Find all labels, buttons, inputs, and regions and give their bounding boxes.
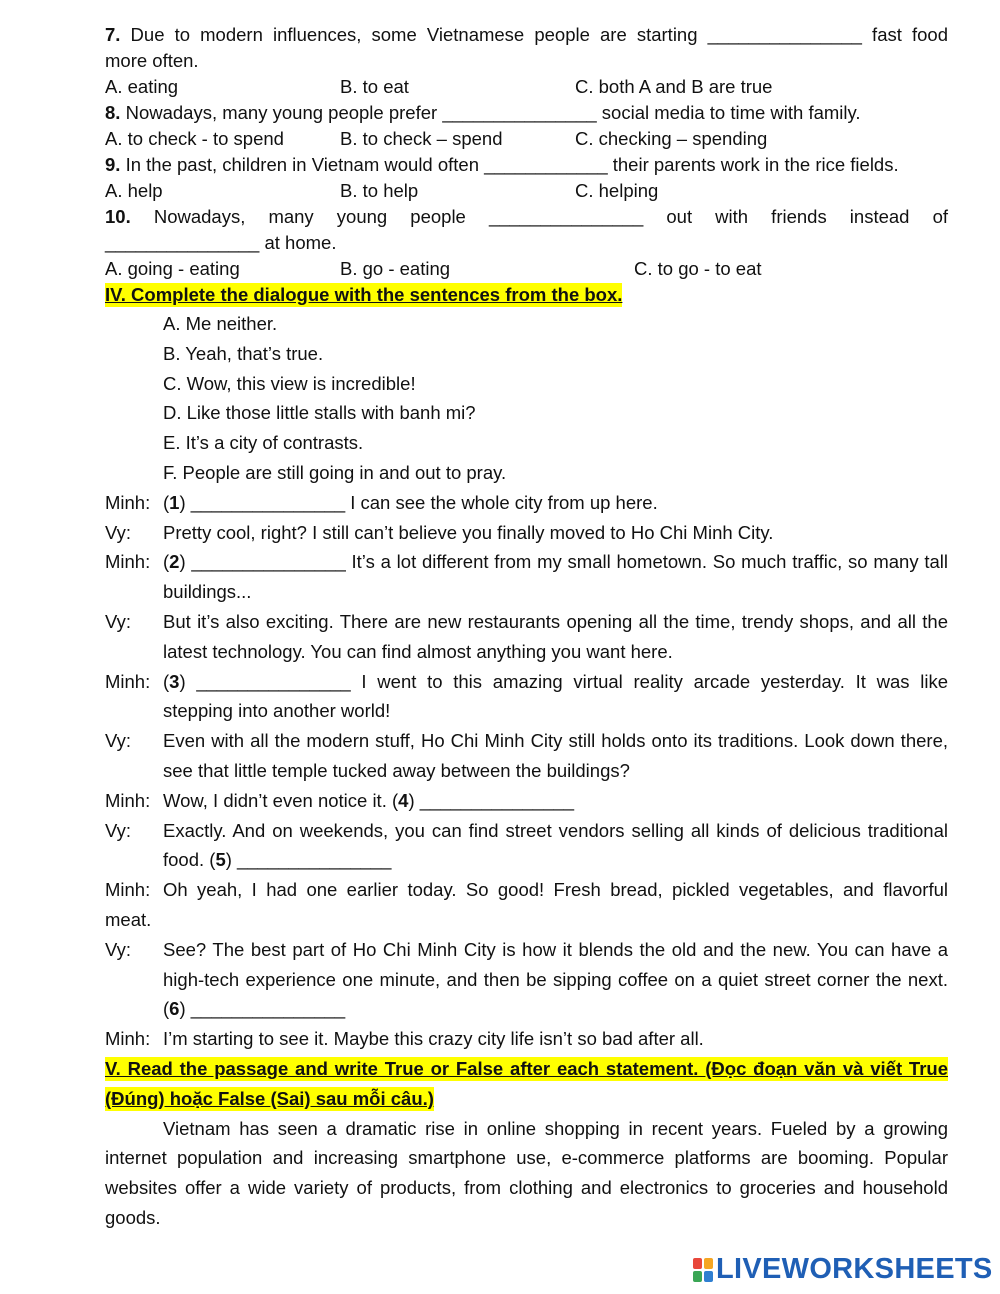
speaker: Minh: (105, 879, 151, 901)
dialogue-line-wrapped (105, 875, 948, 905)
section-5-heading-continued: (Đúng) hoặc False (Sai) sau mỗi câu.) (105, 1087, 434, 1109)
utterance: (2) _______________ It’s a lot different from my small hometown. So much traffic, so many tall buildings... (163, 551, 948, 603)
option-a[interactable]: A. to check - to spend (105, 128, 284, 149)
dialogue (105, 488, 948, 1054)
reading-passage: Vietnam has seen a dramatic rise in online shopping in recent years. Fueled by a growing internet population and increasing smartphone use, e-commerce platforms are booming. Popular websites offer a wide variety of products, from clothing and electronics to groceries and household goods. (105, 1117, 948, 1228)
option-a[interactable]: A. help (105, 180, 163, 201)
question-text: In the past, children in Vietnam would often ____________ their parents work in the rice fields. (125, 154, 899, 175)
utterance: Even with all the modern stuff, Ho Chi Minh City still holds onto its traditions. Look down there, see that little temple tucked away between the buildings? (163, 730, 948, 781)
box-item-c: C. Wow, this view is incredible! (163, 372, 416, 394)
dialogue-line (105, 786, 948, 816)
box-item-a: A. Me neither. (163, 313, 278, 334)
option-c[interactable]: C. helping (575, 180, 659, 201)
option-b[interactable]: B. to check – spend (340, 128, 503, 149)
answer-blank[interactable]: ) _______________ (225, 849, 392, 871)
section-5-heading: V. Read the passage and write True or False after each statement. (Đọc đoạn văn và viết True (105, 1057, 948, 1079)
speaker: Minh: (105, 789, 151, 811)
option-c[interactable]: C. both A and B are true (575, 76, 773, 97)
utterance: I’m starting to see it. Maybe this crazy city life isn’t so bad after all. (163, 1028, 704, 1050)
speaker: Vy: (105, 819, 132, 841)
dialogue-line (105, 518, 948, 548)
answer-blank[interactable]: ) _______________ (179, 998, 346, 1020)
question-7-options (105, 74, 948, 100)
option-a[interactable]: A. going - eating (105, 258, 240, 279)
question-7 (105, 22, 948, 48)
section-5-heading-block (105, 1054, 948, 1114)
box-item-e: E. It’s a city of contrasts. (163, 432, 364, 454)
logo-mark-icon (693, 1258, 713, 1282)
blank-number: 2 (169, 551, 180, 573)
speaker: Vy: (105, 730, 132, 752)
utterance: Exactly. And on weekends, you can find street vendors selling all kinds of delicious traditional food. (5) _______________ (163, 819, 948, 871)
answer-blank[interactable]: ) _______________ I went to this amazing virtual reality arcade yesterday. It was like stepping into another world! (163, 670, 948, 722)
dialogue-line (105, 1024, 948, 1054)
question-10-options (105, 256, 948, 282)
question-number: 7. (105, 24, 121, 45)
speaker: Vy: (105, 610, 132, 632)
speaker: Vy: (105, 521, 132, 543)
utterance: Wow, I didn’t even notice it. (4) _______________ (163, 789, 575, 811)
question-7-continued: more often. (105, 50, 199, 71)
box-item-d: D. Like those little stalls with banh mi? (163, 402, 476, 424)
option-c[interactable]: C. checking – spending (575, 128, 768, 149)
dialogue-line (105, 816, 948, 876)
dialogue-line-continued: meat. (105, 908, 152, 930)
sentence-box (105, 309, 948, 488)
dialogue-line (105, 488, 948, 518)
blank-number: 6 (169, 998, 180, 1020)
question-text: Due to modern influences, some Vietnamese people are starting _______________ fast food (130, 24, 948, 45)
section-5-heading-line (105, 1054, 948, 1084)
speaker: Minh: (105, 491, 151, 513)
dialogue-line (105, 607, 948, 667)
section-4-heading: IV. Complete the dialogue with the sentences from the box. (105, 284, 623, 305)
section-4-heading-row (105, 282, 948, 308)
question-text: Nowadays, many young people _______________ out with friends instead of (153, 206, 948, 227)
answer-blank[interactable]: ) _______________ (408, 789, 575, 811)
utterance: But it’s also exciting. There are new restaurants opening all the time, trendy shops, and all the latest technology. You can find almost anything you want here. (163, 610, 948, 662)
blank-number: 1 (169, 491, 180, 513)
speaker: Minh: (105, 1028, 151, 1050)
option-b[interactable]: B. to help (340, 180, 419, 201)
utterance: (1) _______________ I can see the whole city from up here. (163, 491, 658, 513)
liveworksheets-logo (693, 1253, 993, 1286)
option-b[interactable]: B. to eat (340, 76, 409, 97)
box-item-b: B. Yeah, that’s true. (163, 342, 324, 364)
option-b[interactable]: B. go - eating (340, 258, 451, 279)
question-8-options (105, 126, 948, 152)
question-8 (105, 100, 948, 126)
question-9-options (105, 178, 948, 204)
question-9 (105, 152, 948, 178)
utterance: See? The best part of Ho Chi Minh City is how it blends the old and the new. You can have a high-tech experience one minute, and then be sipping coffee on a quiet street corner the next. (6) _______________ (163, 938, 948, 1020)
blank-number: 4 (398, 789, 409, 811)
dialogue-line (105, 667, 948, 727)
question-10-continued: _______________ at home. (105, 232, 337, 253)
dialogue-line (105, 726, 948, 786)
blank-number: 3 (169, 670, 180, 692)
question-number: 10. (105, 206, 131, 227)
answer-blank[interactable]: ) _______________ It’s a lot different from my small hometown. So much traffic, so many tall buildings... (163, 551, 948, 603)
dialogue-line (105, 935, 948, 1024)
answer-blank[interactable]: ) _______________ I can see the whole city from up here. (179, 491, 658, 513)
speaker: Minh: (105, 670, 151, 692)
option-a[interactable]: A. eating (105, 76, 179, 97)
blank-number: 5 (215, 849, 226, 871)
utterance: Pretty cool, right? I still can’t believe you finally moved to Ho Chi Minh City. (163, 521, 774, 543)
section-5-heading-line (105, 1084, 948, 1114)
question-10 (105, 204, 948, 230)
utterance: (3) _______________ I went to this amazing virtual reality arcade yesterday. It was like stepping into another world! (163, 670, 948, 722)
speaker: Vy: (105, 938, 132, 960)
speaker: Minh: (105, 551, 151, 573)
utterance: Oh yeah, I had one earlier today. So good! Fresh bread, pickled vegetables, and flavorful (163, 879, 948, 901)
question-number: 9. (105, 154, 121, 175)
dialogue-line (105, 547, 948, 607)
worksheet-page (105, 22, 948, 1233)
box-item-f: F. People are still going in and out to pray. (163, 461, 507, 483)
question-text: Nowadays, many young people prefer _______________ social media to time with family. (125, 102, 861, 123)
logo-wordmark: LIVEWORKSHEETS (716, 1253, 993, 1285)
option-c[interactable]: C. to go - to eat (634, 258, 762, 279)
question-number: 8. (105, 102, 121, 123)
